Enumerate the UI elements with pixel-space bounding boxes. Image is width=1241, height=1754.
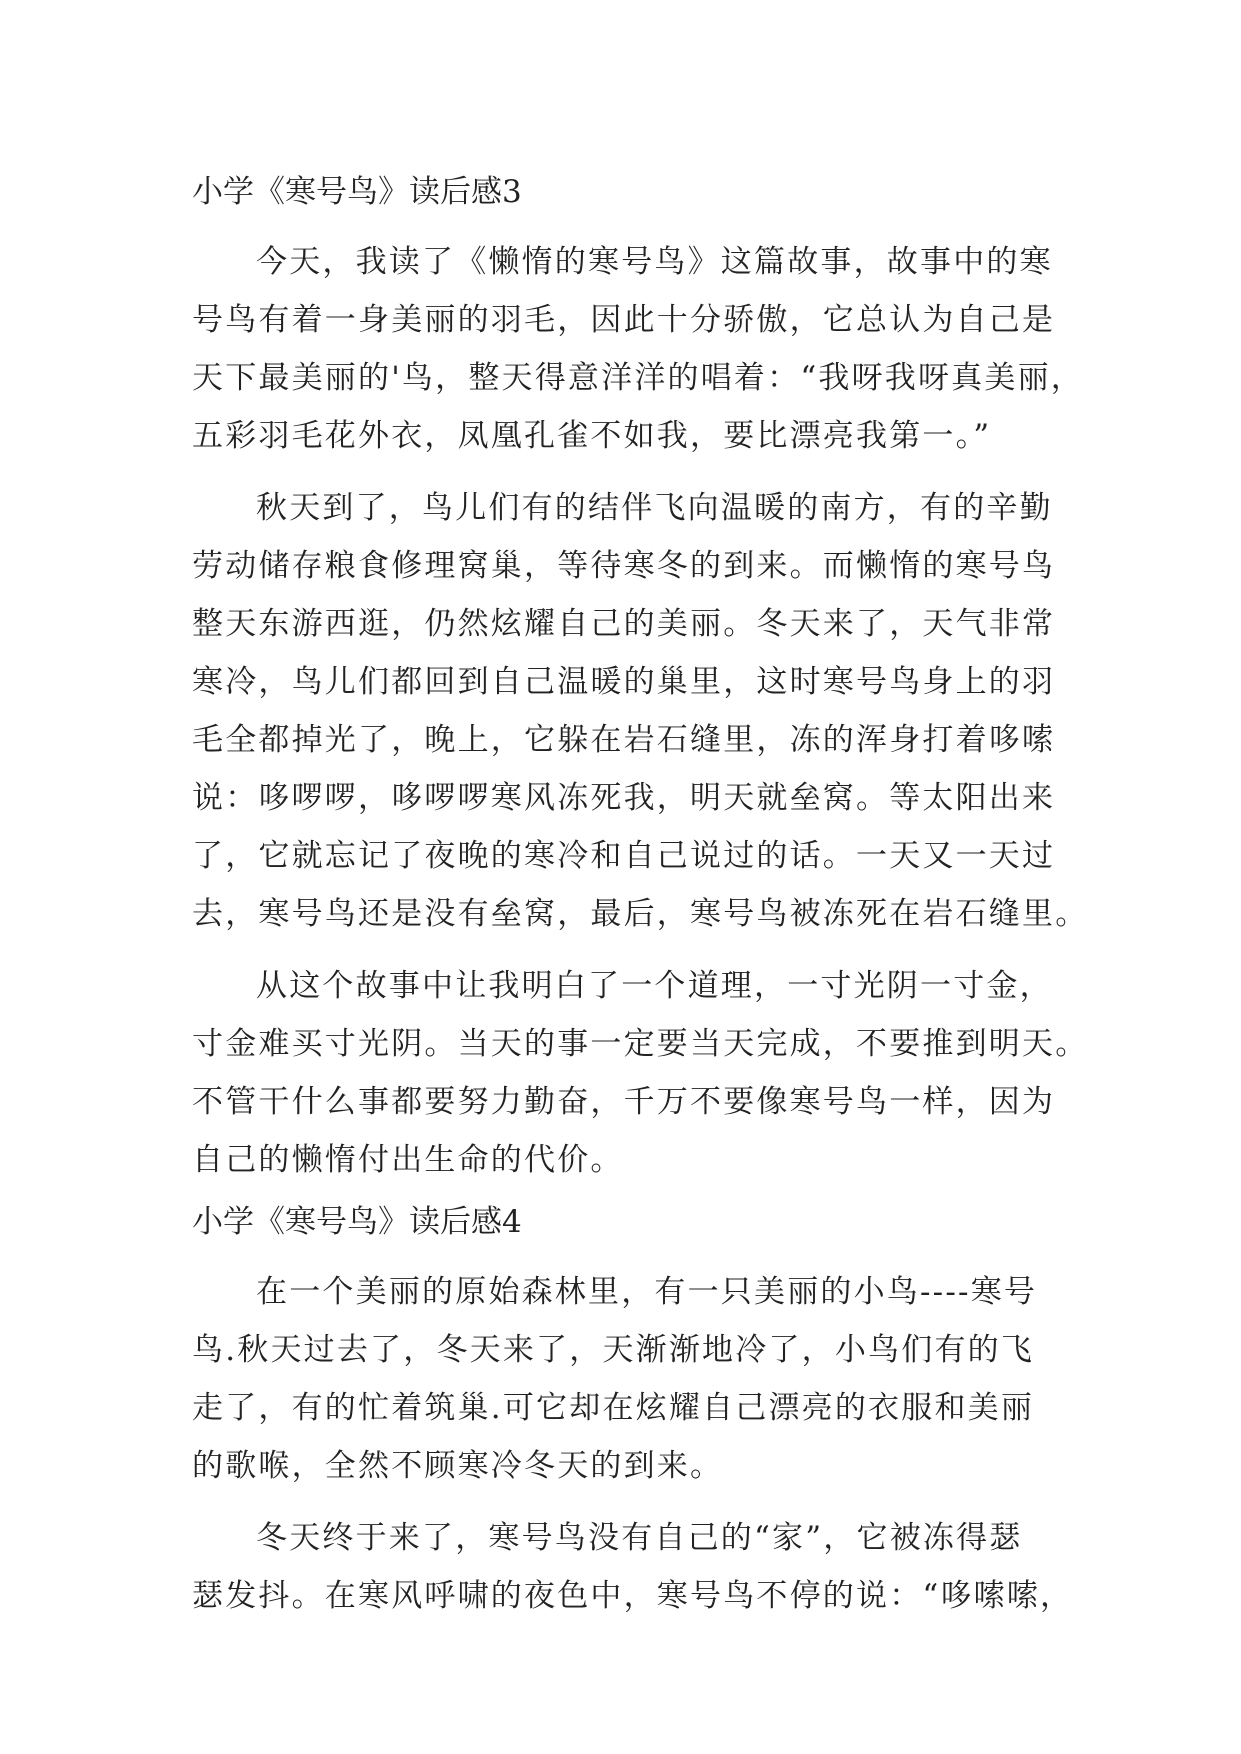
paragraph [192, 957, 1089, 1189]
text-line: 不管干什么事都要努力勤奋，千万不要像寒号鸟一样，因为 [192, 1084, 1056, 1120]
text-line: 五彩羽毛花外衣，凤凰孔雀不如我，要比漂亮我第一。” [192, 418, 992, 454]
text-line: 了，它就忘记了夜晚的寒冷和自己说过的话。一天又一天过 [192, 838, 1056, 874]
text-line: 整天东游西逛，仍然炫耀自己的美丽。冬天来了，天气非常 [192, 606, 1056, 642]
text-line: 走了，有的忙着筑巢.可它却在炫耀自己漂亮的衣服和美丽 [192, 1390, 1035, 1426]
section-title: 小学《寒号鸟》读后感3 [192, 174, 522, 210]
text-line: 秋天到了，鸟儿们有的结伴飞向温暖的南方，有的辛勤 [256, 490, 1053, 526]
paragraph [192, 479, 1089, 943]
paragraph [192, 233, 1084, 465]
text-line: 从这个故事中让我明白了一个道理，一寸光阴一寸金， [256, 968, 1053, 1004]
text-line: 说：哆啰啰，哆啰啰寒风冻死我，明天就垒窝。等太阳出来 [192, 780, 1056, 816]
essay-section-3 [192, 163, 1089, 1189]
text-line: 瑟发抖。在寒风呼啸的夜色中，寒号鸟不停的说：“哆嗦嗦， [192, 1578, 1074, 1614]
document-page [192, 163, 1089, 1629]
essay-section-4 [192, 1193, 1072, 1625]
paragraph [192, 1263, 1072, 1495]
text-line: 寒冷，鸟儿们都回到自己温暖的巢里，这时寒号鸟身上的羽 [192, 664, 1056, 700]
text-line: 劳动储存粮食修理窝巢，等待寒冬的到来。而懒惰的寒号鸟 [192, 548, 1056, 584]
text-line: 去，寒号鸟还是没有垒窝，最后，寒号鸟被冻死在岩石缝里。 [192, 896, 1089, 932]
text-line: 毛全都掉光了，晚上，它躲在岩石缝里，冻的浑身打着哆嗦 [192, 722, 1056, 758]
section-title: 小学《寒号鸟》读后感4 [192, 1204, 522, 1240]
text-line: 冬天终于来了，寒号鸟没有自己的“家”，它被冻得瑟 [256, 1520, 1023, 1556]
text-line: 今天，我读了《懒惰的寒号鸟》这篇故事，故事中的寒 [256, 244, 1053, 280]
text-line: 寸金难买寸光阴。当天的事一定要当天完成，不要推到明天。 [192, 1026, 1089, 1062]
text-line: 天下最美丽的'鸟，整天得意洋洋的唱着：“我呀我呀真美丽， [192, 360, 1084, 396]
text-line: 自己的懒惰付出生命的代价。 [192, 1142, 624, 1178]
text-line: 在一个美丽的原始森林里，有一只美丽的小鸟----寒号 [256, 1274, 1038, 1310]
text-line: 鸟.秋天过去了，冬天来了，天渐渐地冷了，小鸟们有的飞 [192, 1332, 1035, 1368]
text-line: 号鸟有着一身美丽的羽毛，因此十分骄傲，它总认为自己是 [192, 302, 1056, 338]
paragraph [192, 1509, 1072, 1625]
text-line: 的歌喉，全然不顾寒冷冬天的到来。 [192, 1448, 724, 1484]
